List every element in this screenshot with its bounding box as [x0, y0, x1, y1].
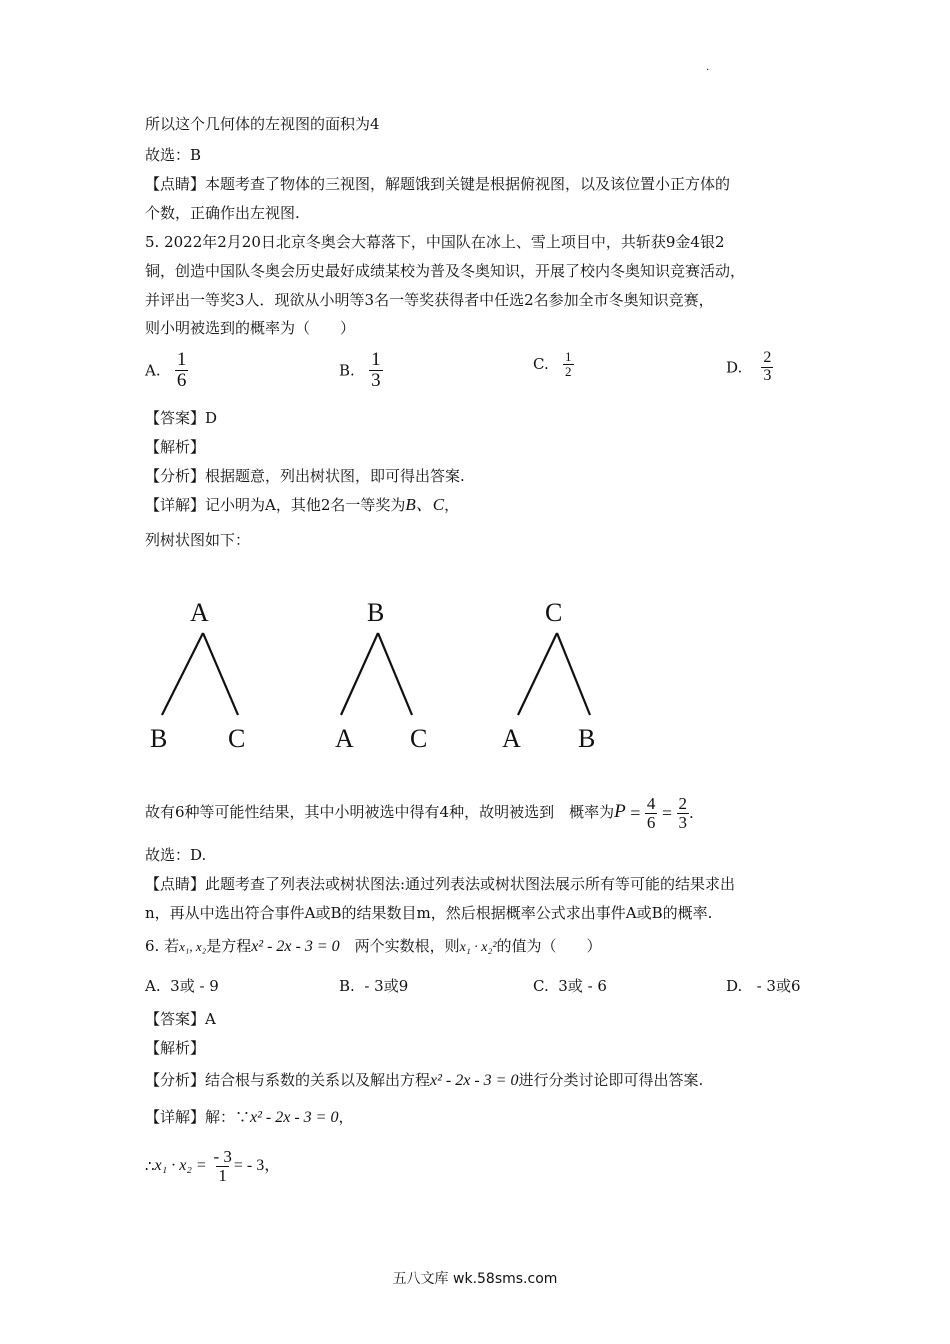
q5-comment-2: n，再从中选出符合事件A或B的结果数目m，然后根据概率公式求出事件A或B的概率. — [145, 904, 713, 922]
q5-answer: 【答案】D — [145, 409, 218, 427]
result-frac2-den: 3 — [678, 812, 688, 832]
tree-a-root: A — [190, 598, 209, 627]
tree-diagram — [140, 595, 620, 755]
tree-b-right: C — [410, 724, 428, 753]
q6-option-b: B. - 3或9 — [339, 977, 409, 995]
q5-analysis-head: 【解析】 — [145, 438, 206, 456]
q5-option-a: A. $\frac{1}{6}$ — [145, 349, 187, 391]
q6-expression: x₁ · x₂² — [459, 940, 497, 955]
q6-analysis: 【分析】结合根与系数的关系以及解出方程x² - 2x - 3 = 0进行分类讨论即可得出答案. — [145, 1071, 704, 1089]
q6-frac-num: - 3 — [213, 1146, 232, 1166]
tree-c-left: A — [502, 724, 521, 753]
q5-analysis: 【分析】根据题意，列出树状图，即可得出答案. — [145, 467, 465, 485]
q5-text-3: 并评出一等奖3人．现欲从小明等3名一等奖获得者中任选2名参加全市冬奥知识竞赛， — [145, 291, 714, 309]
line-answer-b: 故选：B — [145, 146, 202, 164]
tree-c-root: C — [545, 598, 563, 627]
q5-text-2: 铜，创造中国队冬奥会历史最好成绩某校为普及冬奥知识，开展了校内冬奥知识竞赛活动， — [145, 262, 746, 280]
q5-option-b: B. $\frac{1}{3}$ — [339, 349, 381, 391]
q6-stem: 6. 若x₁, x₂是方程x² - 2x - 3 = 0 两个实数根，则x₁ · x₂²的值为（ ） — [145, 937, 602, 955]
q5-options — [145, 350, 825, 392]
q5-choice: 故选：D. — [145, 846, 207, 864]
result-line: 故有6种等可能性结果，其中小明被选中得有4种，故明被选到 概率为P = $\frac{4}{6}$ = $\frac{2}{3}$ . — [145, 793, 694, 832]
q5-option-a-num: 1 — [176, 349, 187, 370]
q6-analysis-eq: x² - 2x - 3 = 0 — [430, 1072, 519, 1089]
q6-therefore: ∴x₁ · x₂ = $\frac{- 3}{1}$ = - 3， — [145, 1146, 281, 1185]
q6-roots: x₁, x₂ — [179, 939, 207, 954]
q6-option-a: A. 3或 - 9 — [145, 977, 219, 995]
tree-b-left: A — [335, 724, 354, 753]
tree-a-left: B — [150, 724, 168, 753]
line-comment-2: 个数，正确作出左视图. — [145, 204, 300, 222]
q6-detail: 【详解】解：∵x² - 2x - 3 = 0， — [145, 1108, 354, 1126]
tree-c-right: B — [578, 724, 596, 753]
q6-options — [145, 976, 825, 998]
q6-detail-eq: x² - 2x - 3 = 0 — [250, 1109, 339, 1126]
result-frac2-num: 2 — [678, 793, 688, 813]
q6-option-c: C. 3或 - 6 — [533, 977, 607, 995]
result-frac1-num: 4 — [646, 793, 656, 813]
q6-answer: 【答案】A — [145, 1010, 216, 1028]
q5-comment-1: 【点睛】此题考查了列表法或树状图法:通过列表法或树状图法展示所有等可能的结果求出 — [145, 875, 736, 893]
header-dot: . — [706, 62, 710, 73]
q5-option-d: D. $\frac{2}{3}$ — [726, 349, 772, 384]
line-area-conclusion: 所以这个几何体的左视图的面积为4 — [145, 115, 380, 133]
footer-watermark: 五八文库 wk.58sms.com — [392, 1271, 558, 1287]
result-frac1-den: 6 — [646, 812, 656, 832]
tree-intro: 列树状图如下： — [145, 531, 251, 549]
q5-option-d-num: 2 — [763, 349, 772, 366]
q5-detail-vars: B、C — [405, 495, 445, 514]
q6-analysis-head: 【解析】 — [145, 1039, 206, 1057]
tree-b — [335, 598, 427, 753]
q5-option-c-den: 2 — [565, 363, 572, 379]
q5-option-d-den: 3 — [763, 366, 772, 384]
q5-text-4: 则小明被选到的概率为（ ） — [145, 319, 356, 337]
q6-frac-den: 1 — [218, 1165, 227, 1185]
q5-option-c: C. $\frac{1}{2}$ — [533, 349, 572, 379]
tree-a — [150, 598, 245, 753]
q6-therefore-expr: x₁ · x₂ = — [154, 1157, 207, 1174]
tree-b-root: B — [367, 598, 385, 627]
q5-detail: 【详解】记小明为A，其他2名一等奖为B、C， — [145, 495, 460, 514]
q5-text-1: 5. 2022年2月20日北京冬奥会大幕落下，中国队在冰上、雪上项目中，共斩获9金4银2 — [145, 233, 725, 251]
result-p: P — [614, 801, 626, 822]
q6-option-d: D. - 3或6 — [726, 977, 801, 995]
q5-option-b-den: 3 — [371, 369, 381, 391]
q5-option-b-num: 1 — [371, 349, 381, 370]
tree-a-right: C — [228, 724, 246, 753]
q6-equation: x² - 2x - 3 = 0 — [251, 938, 340, 955]
line-comment-1: 【点睛】本题考查了物体的三视图，解题饿到关键是根据俯视图，以及该位置小正方体的 — [145, 175, 731, 193]
tree-c — [502, 598, 595, 753]
q5-option-c-num: 1 — [565, 349, 572, 364]
q5-option-a-den: 6 — [176, 369, 187, 391]
